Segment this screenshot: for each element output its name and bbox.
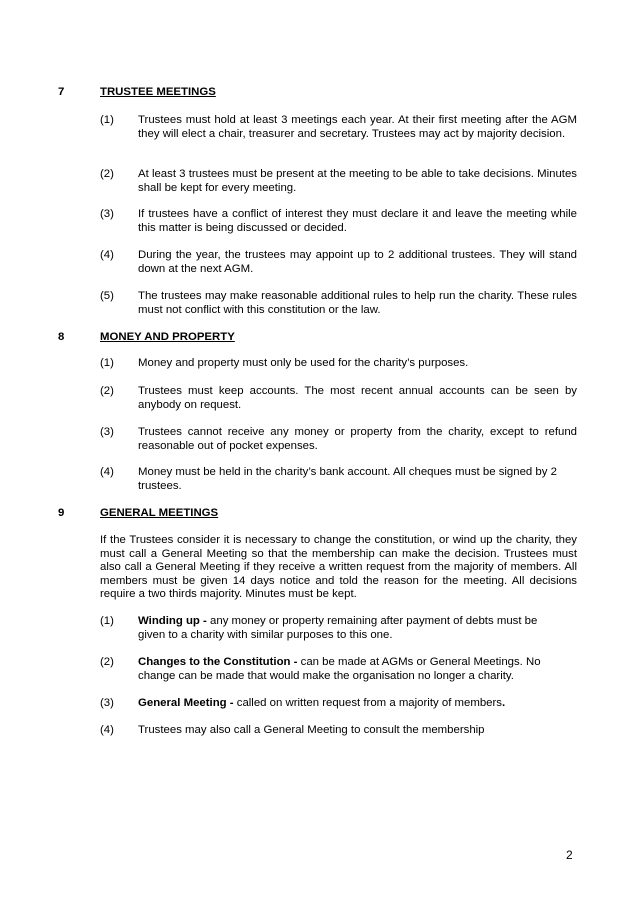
item-number: (3): [100, 208, 114, 220]
item-number: (4): [100, 466, 114, 478]
section-number: 7: [58, 86, 65, 98]
item-number: (2): [100, 385, 114, 397]
item-number: (5): [100, 290, 114, 302]
item-body: can be made at AGMs or General Meetings. No change can be made that would make the organisation no longer a charity.: [138, 656, 541, 682]
item-text: Trustees may also call a General Meeting to consult the membership: [138, 724, 485, 736]
item-number: (3): [100, 426, 114, 438]
item-number: (2): [100, 168, 114, 180]
item-number: (1): [100, 357, 114, 369]
item-text: The trustees may make reasonable additional rules to help run the charity. These rules must not conflict with this constitution or the law.: [138, 290, 577, 316]
item-text: Money must be held in the charity’s bank account. All cheques must be signed by 2 trustees.: [138, 466, 557, 492]
section-number: 9: [58, 507, 65, 519]
item-number: (3): [100, 697, 114, 709]
item-number: (4): [100, 724, 114, 736]
item-number: (4): [100, 249, 114, 261]
section-title: MONEY AND PROPERTY: [100, 331, 235, 343]
item-number: (2): [100, 656, 114, 668]
section-number: 8: [58, 331, 65, 343]
page-number: 2: [566, 848, 573, 862]
item-text: Money and property must only be used for the charity’s purposes.: [138, 357, 469, 369]
section-title: TRUSTEE MEETINGS: [100, 86, 216, 98]
item-bold-lead: General Meeting -: [138, 697, 234, 709]
item-text: [138, 656, 568, 683]
item-body: called on written request from a majority of members: [233, 697, 502, 709]
item-text: During the year, the trustees may appoint up to 2 additional trustees. They will stand down at the next AGM.: [138, 249, 577, 275]
item-number: (1): [100, 114, 114, 126]
section-intro-paragraph: If the Trustees consider it is necessary to change the constitution, or wind up the charity, they must call a General Meeting so that the membership can make the decision. Trustees must also call a General Meeting if they receive a written request from the majority of members. All members must be given 14 days notice and told the reason for the meeting. All decisions require a two thirds majority. Minutes must be kept.: [100, 534, 577, 601]
item-text: Trustees cannot receive any money or property from the charity, except to refund reasonable out of pocket expenses.: [138, 426, 577, 452]
item-text: [138, 615, 558, 642]
item-text: [138, 697, 577, 711]
item-bold-lead: Changes to the Constitution -: [138, 656, 298, 668]
item-bold-tail: .: [502, 697, 506, 709]
item-bold-lead: Winding up -: [138, 615, 207, 627]
item-text: If trustees have a conflict of interest they must declare it and leave the meeting while this matter is being discussed or decided.: [138, 208, 577, 234]
item-text: At least 3 trustees must be present at the meeting to be able to take decisions. Minutes shall be kept for every meeting.: [138, 168, 577, 194]
item-text: Trustees must keep accounts. The most recent annual accounts can be seen by anybody on request.: [138, 385, 577, 411]
section-title: GENERAL MEETINGS: [100, 507, 219, 519]
item-number: (1): [100, 615, 114, 627]
item-text: Trustees must hold at least 3 meetings each year. At their first meeting after the AGM they will elect a chair, treasurer and secretary. Trustees may act by majority decision.: [138, 114, 577, 140]
item-body: any money or property remaining after payment of debts must be given to a charity with similar purposes to this one.: [138, 615, 538, 641]
